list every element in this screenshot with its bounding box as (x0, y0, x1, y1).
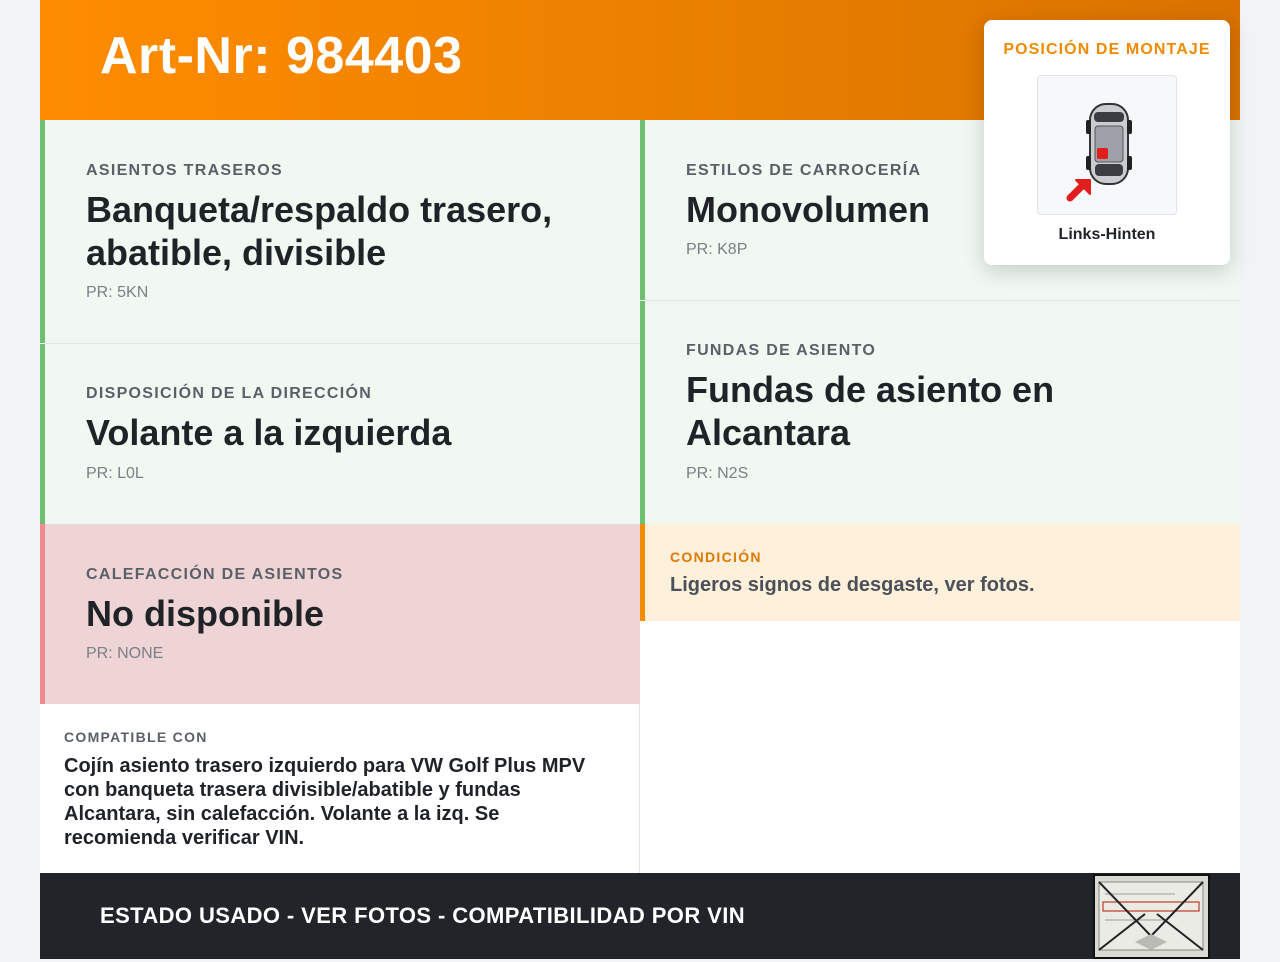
feature-value: Fundas de asiento en Alcantara (686, 369, 1055, 453)
page (40, 0, 1240, 959)
feature-label: CALEFACCIÓN DE ASIENTOS (86, 566, 344, 583)
feature-value: Monovolumen (686, 189, 930, 230)
feature-steering (40, 344, 640, 524)
feature-value: No disponible (86, 593, 324, 634)
compatible-text: Cojín asiento trasero izquierdo para VW Golf Plus MPV con banqueta trasera divisible/abatible y fundas Alcantara, sin calefacción. Volante a la izq. Se recomienda verificar VIN. (64, 755, 586, 849)
footer-bar (40, 873, 1240, 959)
feature-value: Volante a la izquierda (86, 412, 452, 453)
feature-label: ASIENTOS TRASEROS (86, 162, 283, 179)
feature-rear-seats (40, 120, 640, 343)
feature-pr-code: PR: NONE (86, 645, 164, 662)
feature-pr-code: PR: 5KN (86, 284, 149, 301)
feature-seat-heating (40, 524, 640, 704)
car-top-view-icon (1038, 76, 1178, 216)
footer-text: ESTADO USADO - VER FOTOS - COMPATIBILIDAD POR VIN (100, 903, 745, 928)
condition-text: Ligeros signos de desgaste, ver fotos. (670, 574, 1035, 596)
article-number-title: Art-Nr: 984403 (100, 27, 463, 85)
mounting-position-card (984, 20, 1230, 265)
feature-label: FUNDAS DE ASIENTO (686, 342, 877, 359)
feature-value: Banqueta/respaldo trasero, abatible, divisible (86, 189, 553, 273)
condition-label: CONDICIÓN (670, 549, 762, 565)
mounting-position-value: Links-Hinten (1058, 226, 1156, 243)
part-label-photo[interactable] (1093, 874, 1210, 959)
feature-pr-code: PR: L0L (86, 465, 144, 482)
compatible-label: COMPATIBLE CON (64, 729, 208, 745)
feature-seat-covers (640, 301, 1240, 524)
feature-pr-code: PR: N2S (686, 465, 749, 482)
feature-label: DISPOSICIÓN DE LA DIRECCIÓN (86, 385, 373, 402)
label-photo-image (1095, 876, 1208, 957)
condition-box (640, 524, 1240, 621)
mounting-position-diagram (1037, 75, 1177, 215)
compatible-box (40, 704, 640, 874)
feature-label: ESTILOS DE CARROCERÍA (686, 162, 922, 179)
feature-pr-code: PR: K8P (686, 241, 748, 258)
mounting-position-label: POSICIÓN DE MONTAJE (1003, 41, 1211, 58)
